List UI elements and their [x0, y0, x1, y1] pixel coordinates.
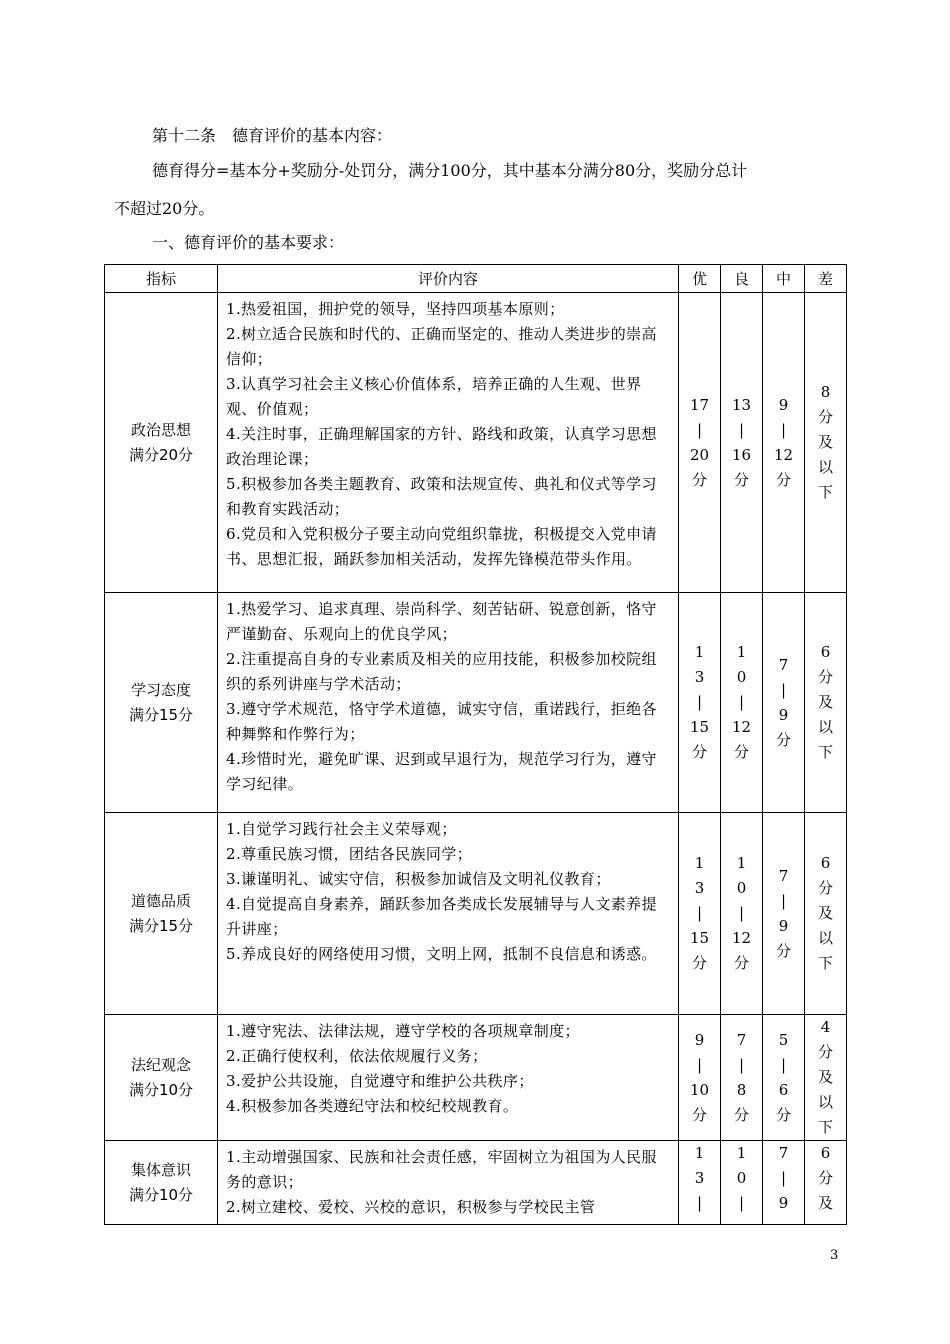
score-char: 及: [817, 904, 833, 922]
score-char: 及: [817, 693, 833, 711]
score-char: 10: [689, 1080, 710, 1099]
score-char: 及: [817, 1194, 833, 1212]
indicator-cell: [105, 1141, 218, 1225]
score-char: 13: [731, 395, 752, 414]
score-char: 分: [775, 941, 791, 960]
score-good: [721, 1141, 763, 1225]
score-char: 及: [817, 1068, 833, 1086]
score-formula-line-1: 德育得分=基本分+奖励分-处罚分，满分100分，其中基本分满分80分，奖励分总计: [152, 161, 748, 180]
score-char: 分: [691, 470, 707, 489]
score-char: |: [738, 420, 745, 439]
indicator-name: 学习态度: [130, 680, 191, 699]
content-cell: [218, 293, 679, 593]
criterion-item: 3.认真学习社会主义核心价值体系，培养正确的人生观、世界观、价值观；: [226, 375, 642, 418]
table-row: [105, 813, 847, 1015]
content-cell: [218, 813, 679, 1015]
score-char: 分: [775, 730, 791, 749]
score-average: [763, 1015, 805, 1141]
score-char: 9: [778, 1194, 789, 1212]
content-cell: [218, 593, 679, 813]
score-char: 6: [820, 854, 831, 872]
indicator-max-score: 满分10分: [128, 1080, 194, 1099]
score-char: 17: [689, 395, 710, 414]
score-char: 9: [694, 1030, 705, 1049]
score-char: |: [738, 1055, 745, 1074]
score-poor: [805, 1141, 847, 1225]
score-char: 以: [817, 1093, 833, 1111]
score-char: 分: [733, 743, 749, 761]
score-char: 1: [694, 643, 705, 661]
score-char: 8: [736, 1080, 747, 1099]
indicator-max-score: 满分10分: [128, 1185, 194, 1204]
table-row: [105, 293, 847, 593]
criterion-item: 1.遵守宪法、法律法规，遵守学校的各项规章制度；: [226, 1022, 580, 1040]
score-char: |: [780, 680, 787, 699]
indicator-cell: [105, 813, 218, 1015]
criterion-item: 2.树立适合民族和时代的、正确而坚定的、推动人类进步的崇高信仰；: [226, 325, 657, 368]
score-char: 3: [694, 879, 705, 897]
score-char: |: [696, 693, 703, 711]
indicator-name: 政治思想: [130, 420, 191, 439]
score-char: 分: [691, 1105, 707, 1124]
score-char: 12: [731, 718, 752, 736]
score-char: |: [696, 1055, 703, 1074]
score-char: 分: [733, 954, 749, 972]
score-char: 以: [817, 929, 833, 947]
score-char: 12: [731, 929, 752, 947]
score-char: 1: [694, 1144, 705, 1162]
score-char: 3: [694, 1169, 705, 1187]
score-char: 7: [736, 1030, 747, 1049]
criterion-item: 4.积极参加各类遵纪守法和校纪校规教育。: [226, 1097, 519, 1115]
indicator-cell: [105, 1015, 218, 1141]
score-poor: [805, 293, 847, 593]
table-row: [105, 1141, 847, 1225]
score-char: 分: [775, 1105, 791, 1124]
score-char: 分: [733, 470, 749, 489]
score-poor: [805, 813, 847, 1015]
score-char: |: [780, 420, 787, 439]
score-char: 8: [820, 383, 831, 401]
indicator-max-score: 满分20分: [128, 445, 194, 464]
criterion-item: 3.遵守学术规范，恪守学术道德，诚实守信，重诺践行，拒绝各种舞弊和作弊行为；: [226, 700, 657, 743]
score-average: [763, 1141, 805, 1225]
score-char: 1: [694, 854, 705, 872]
article-heading: 第十二条 德育评价的基本内容：: [152, 126, 393, 145]
score-char: 分: [817, 1043, 833, 1061]
score-char: |: [738, 1194, 745, 1212]
score-char: 分: [817, 1169, 833, 1187]
indicator-name: 道德品质: [130, 891, 191, 910]
table-header-row: [105, 265, 847, 293]
indicator-name: 法纪观念: [130, 1055, 191, 1074]
score-formula-line-2: 不超过20分。: [114, 199, 215, 218]
criterion-item: 4.自觉提高自身素养，踊跃参加各类成长发展辅导与人文素养提升讲座；: [226, 895, 657, 938]
score-char: 下: [817, 743, 833, 761]
score-char: 9: [778, 705, 789, 724]
criterion-item: 1.自觉学习践行社会主义荣辱观；: [226, 820, 457, 838]
indicator-name: 集体意识: [130, 1160, 191, 1179]
content-cell: [218, 1141, 679, 1225]
criterion-item: 3.爱护公共设施，自觉遵守和维护公共秩序；: [226, 1072, 534, 1090]
section-heading: 一、德育评价的基本要求：: [152, 233, 345, 252]
criterion-item: 2.树立建校、爱校、兴校的意识，积极参与学校民主管: [226, 1198, 596, 1216]
score-char: 下: [817, 483, 833, 501]
score-good: [721, 813, 763, 1015]
score-char: 分: [691, 743, 707, 761]
content-cell: [218, 1015, 679, 1141]
score-char: 0: [736, 879, 747, 897]
score-good: [721, 293, 763, 593]
score-good: [721, 593, 763, 813]
score-char: |: [780, 891, 787, 910]
score-average: [763, 813, 805, 1015]
page-number: 3: [830, 1248, 839, 1263]
score-char: |: [780, 1169, 787, 1187]
score-char: 1: [736, 1144, 747, 1162]
score-char: 1: [736, 643, 747, 661]
header-good: 良: [721, 265, 763, 293]
score-char: 15: [689, 929, 710, 947]
score-char: 下: [817, 954, 833, 972]
table-row: [105, 1015, 847, 1141]
score-excellent: [679, 293, 721, 593]
score-char: 9: [778, 916, 789, 935]
header-excellent: 优: [679, 265, 721, 293]
score-char: 16: [731, 445, 752, 464]
indicator-max-score: 满分15分: [128, 705, 194, 724]
score-char: 0: [736, 1169, 747, 1187]
score-char: 分: [817, 879, 833, 897]
score-char: 以: [817, 718, 833, 736]
criterion-item: 2.正确行使权利，依法依规履行义务；: [226, 1047, 488, 1065]
criterion-item: 1.热爱祖国，拥护党的领导，坚持四项基本原则；: [226, 300, 565, 318]
score-excellent: [679, 1015, 721, 1141]
score-char: 分: [691, 954, 707, 972]
score-average: [763, 293, 805, 593]
score-char: 7: [778, 655, 789, 674]
score-average: [763, 593, 805, 813]
table-row: [105, 593, 847, 813]
score-char: 及: [817, 433, 833, 451]
criterion-item: 5.养成良好的网络使用习惯，文明上网，抵制不良信息和诱惑。: [226, 945, 657, 963]
score-char: |: [696, 904, 703, 922]
score-poor: [805, 593, 847, 813]
score-excellent: [679, 813, 721, 1015]
header-content: 评价内容: [218, 265, 679, 293]
score-char: 6: [820, 643, 831, 661]
score-char: 7: [778, 866, 789, 885]
score-char: |: [696, 1194, 703, 1212]
score-char: 以: [817, 458, 833, 476]
score-char: 分: [775, 470, 791, 489]
score-char: 4: [820, 1018, 831, 1036]
criterion-item: 2.注重提高自身的专业素质及相关的应用技能，积极参加校院组织的系列讲座与学术活动；: [226, 650, 657, 693]
score-char: |: [738, 693, 745, 711]
score-char: 下: [817, 1118, 833, 1136]
moral-evaluation-table: [104, 264, 847, 1225]
indicator-cell: [105, 293, 218, 593]
criterion-item: 5.积极参加各类主题教育、政策和法规宣传、典礼和仪式等学习和教育实践活动；: [226, 475, 657, 518]
score-char: 6: [778, 1080, 789, 1099]
header-average: 中: [763, 265, 805, 293]
header-poor: 差: [805, 265, 847, 293]
score-char: 6: [820, 1144, 831, 1162]
score-char: 0: [736, 668, 747, 686]
criterion-item: 4.珍惜时光，避免旷课、迟到或早退行为，规范学习行为，遵守学习纪律。: [226, 750, 657, 793]
score-char: 5: [778, 1030, 789, 1049]
criterion-item: 6.党员和入党积极分子要主动向党组织靠拢，积极提交入党申请书、思想汇报，踊跃参加相关活动，发挥先锋模范带头作用。: [226, 525, 657, 568]
score-char: 9: [778, 395, 789, 414]
score-excellent: [679, 593, 721, 813]
indicator-cell: [105, 593, 218, 813]
score-char: 分: [733, 1105, 749, 1124]
score-excellent: [679, 1141, 721, 1225]
indicator-max-score: 满分15分: [128, 916, 194, 935]
score-char: 3: [694, 668, 705, 686]
score-char: 20: [689, 445, 710, 464]
score-char: |: [738, 904, 745, 922]
score-char: 7: [778, 1144, 789, 1162]
score-char: |: [780, 1055, 787, 1074]
score-char: 12: [773, 445, 794, 464]
criterion-item: 3.谦谨明礼、诚实守信，积极参加诚信及文明礼仪教育；: [226, 870, 611, 888]
score-char: 分: [817, 408, 833, 426]
score-char: 分: [817, 668, 833, 686]
score-good: [721, 1015, 763, 1141]
header-indicator: 指标: [105, 265, 218, 293]
score-poor: [805, 1015, 847, 1141]
score-char: 1: [736, 854, 747, 872]
score-char: |: [696, 420, 703, 439]
criterion-item: 1.主动增强国家、民族和社会责任感，牢固树立为祖国为人民服务的意识；: [226, 1148, 657, 1191]
criterion-item: 4.关注时事，正确理解国家的方针、路线和政策，认真学习思想政治理论课；: [226, 425, 657, 468]
criterion-item: 1.热爱学习、追求真理、崇尚科学、刻苦钻研、锐意创新，恪守严谨勤奋、乐观向上的优良学风；: [226, 600, 657, 643]
criterion-item: 2.尊重民族习惯，团结各民族同学；: [226, 845, 473, 863]
score-char: 15: [689, 718, 710, 736]
